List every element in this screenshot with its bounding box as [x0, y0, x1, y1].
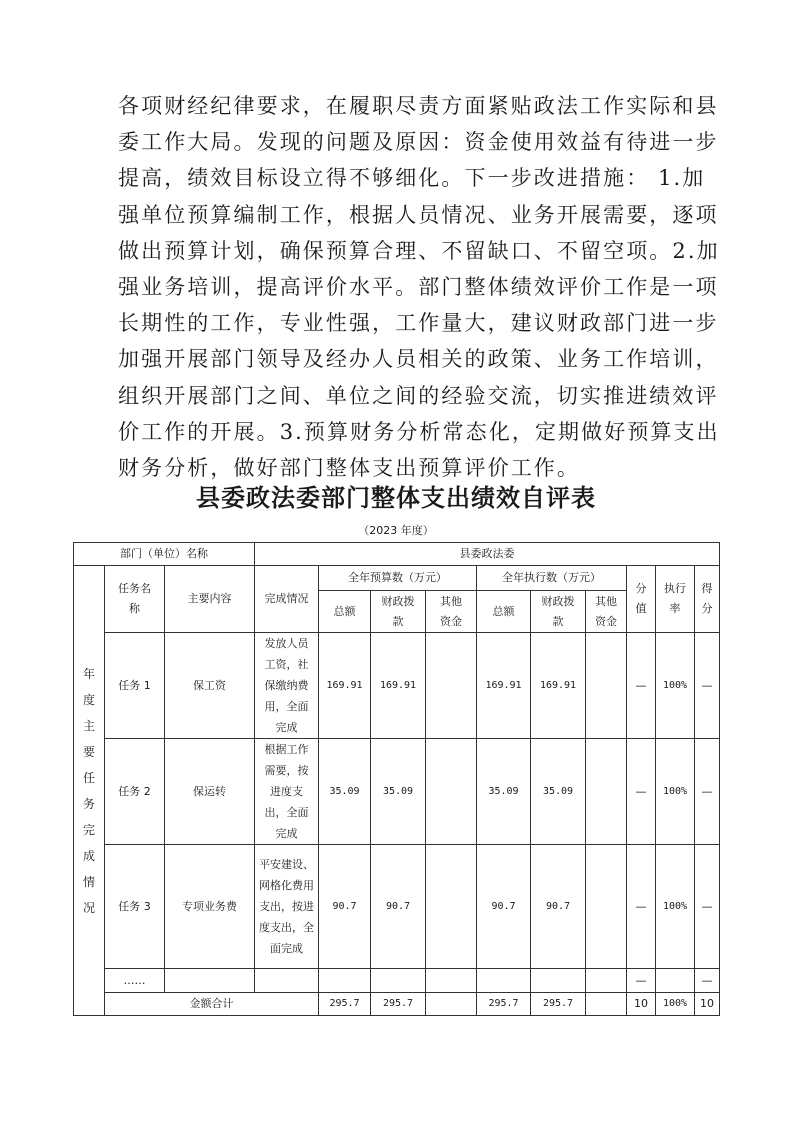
budget-other [426, 739, 477, 845]
body-paragraph [118, 88, 720, 486]
exec-rate: 100% [656, 739, 695, 845]
exec-other [586, 633, 627, 739]
header-task-name: 任务名称 [105, 566, 165, 633]
header-budget-fiscal: 财政拨款 [371, 591, 426, 633]
total-budget-fiscal: 295.7 [371, 993, 426, 1016]
header-exec-group: 全年执行数（万元） [477, 566, 627, 591]
score: — [695, 739, 720, 845]
total-exec-rate: 100% [656, 993, 695, 1016]
task-name: 任务 2 [105, 739, 165, 845]
table-row [74, 633, 720, 739]
side-label-text: 年度主要任务完成情况 [82, 666, 95, 915]
table-title: 县委政法委部门整体支出绩效自评表 [196, 484, 596, 512]
paragraph-line: 加强开展部门领导及经办人员相关的政策、业务工作培训， [118, 347, 719, 372]
dept-label: 部门（单位）名称 [74, 543, 255, 566]
total-row [74, 993, 720, 1016]
header-main-content: 主要内容 [165, 566, 255, 633]
table-row [74, 845, 720, 969]
paragraph-line: 强业务培训，提高评价水平。部门整体绩效评价工作是一项 [118, 274, 719, 299]
table-row [74, 739, 720, 845]
total-exec-fiscal: 295.7 [531, 993, 586, 1016]
header-exec-rate: 执行率 [656, 566, 695, 633]
paragraph-line: 提高，绩效目标设立得不够细化。下一步改进措施： 1.加 [118, 166, 706, 191]
budget-total: 35.09 [319, 739, 371, 845]
exec-rate: 100% [656, 845, 695, 969]
header-budget-total: 总额 [319, 591, 371, 633]
header-completion: 完成情况 [255, 566, 319, 633]
table-row-ellipsis [74, 969, 720, 993]
performance-table [73, 542, 720, 1016]
side-label [74, 566, 105, 1016]
paragraph-line: 价工作的开展。3.预算财务分析常态化，定期做好预算支出 [118, 419, 720, 444]
exec-fiscal: 35.09 [531, 739, 586, 845]
exec-total: 90.7 [477, 845, 531, 969]
exec-other [586, 969, 627, 993]
header-budget-group: 全年预算数（万元） [319, 566, 477, 591]
budget-other [426, 633, 477, 739]
total-score-value: 10 [627, 993, 656, 1016]
score-value: — [627, 845, 656, 969]
header-exec-other: 其他资金 [586, 591, 627, 633]
total-exec-total: 295.7 [477, 993, 531, 1016]
exec-total: 35.09 [477, 739, 531, 845]
paragraph-line: 组织开展部门之间、单位之间的经验交流，切实推进绩效评 [118, 383, 719, 408]
task-content: 保工资 [165, 633, 255, 739]
score: — [695, 633, 720, 739]
budget-fiscal: 169.91 [371, 633, 426, 739]
task-content: 保运转 [165, 739, 255, 845]
header-budget-other: 其他资金 [426, 591, 477, 633]
exec-fiscal: 90.7 [531, 845, 586, 969]
total-exec-other [586, 993, 627, 1016]
paragraph-line: 财务分析，做好部门整体支出预算评价工作。 [118, 455, 580, 480]
exec-fiscal: 169.91 [531, 633, 586, 739]
dept-value: 县委政法委 [255, 543, 720, 566]
score-value: — [627, 969, 656, 993]
budget-fiscal: 90.7 [371, 845, 426, 969]
exec-total [477, 969, 531, 993]
paragraph-line: 强单位预算编制工作，根据人员情况、业务开展需要，逐项 [118, 202, 719, 227]
paragraph-line: 做出预算计划，确保预算合理、不留缺口、不留空项。2.加 [118, 238, 720, 263]
paragraph-line: 长期性的工作，专业性强，工作量大，建议财政部门进一步 [118, 311, 719, 336]
task-name: …… [105, 969, 165, 993]
exec-other [586, 845, 627, 969]
score-value: — [627, 633, 656, 739]
task-completion [255, 969, 319, 993]
score: — [695, 969, 720, 993]
budget-total [319, 969, 371, 993]
header-exec-total: 总额 [477, 591, 531, 633]
exec-other [586, 739, 627, 845]
exec-fiscal [531, 969, 586, 993]
task-content: 专项业务费 [165, 845, 255, 969]
paragraph-line: 各项财经纪律要求，在履职尽责方面紧贴政法工作实际和县 [118, 94, 719, 118]
budget-fiscal: 35.09 [371, 739, 426, 845]
task-completion: 根据工作需要，按进度支出，全面完成 [255, 739, 319, 845]
exec-rate: 100% [656, 633, 695, 739]
exec-rate [656, 969, 695, 993]
budget-other [426, 969, 477, 993]
score-value: — [627, 739, 656, 845]
budget-total: 90.7 [319, 845, 371, 969]
header-row-1 [74, 566, 720, 591]
task-completion: 平安建设、网格化费用支出，按进度支出，全面完成 [255, 845, 319, 969]
header-score-value: 分值 [627, 566, 656, 633]
task-content [165, 969, 255, 993]
budget-fiscal [371, 969, 426, 993]
task-completion: 发放人员工资，社保缴纳费用，全面完成 [255, 633, 319, 739]
task-name: 任务 3 [105, 845, 165, 969]
budget-total: 169.91 [319, 633, 371, 739]
dept-row [74, 543, 720, 566]
paragraph-line: 委工作大局。发现的问题及原因：资金使用效益有待进一步 [118, 130, 719, 155]
budget-other [426, 845, 477, 969]
task-name: 任务 1 [105, 633, 165, 739]
header-exec-fiscal: 财政拨款 [531, 591, 586, 633]
total-score: 10 [695, 993, 720, 1016]
total-budget-total: 295.7 [319, 993, 371, 1016]
table-year: （2023 年度） [358, 524, 434, 537]
exec-total: 169.91 [477, 633, 531, 739]
total-budget-other [426, 993, 477, 1016]
total-label: 金额合计 [105, 993, 319, 1016]
score: — [695, 845, 720, 969]
header-score: 得分 [695, 566, 720, 633]
